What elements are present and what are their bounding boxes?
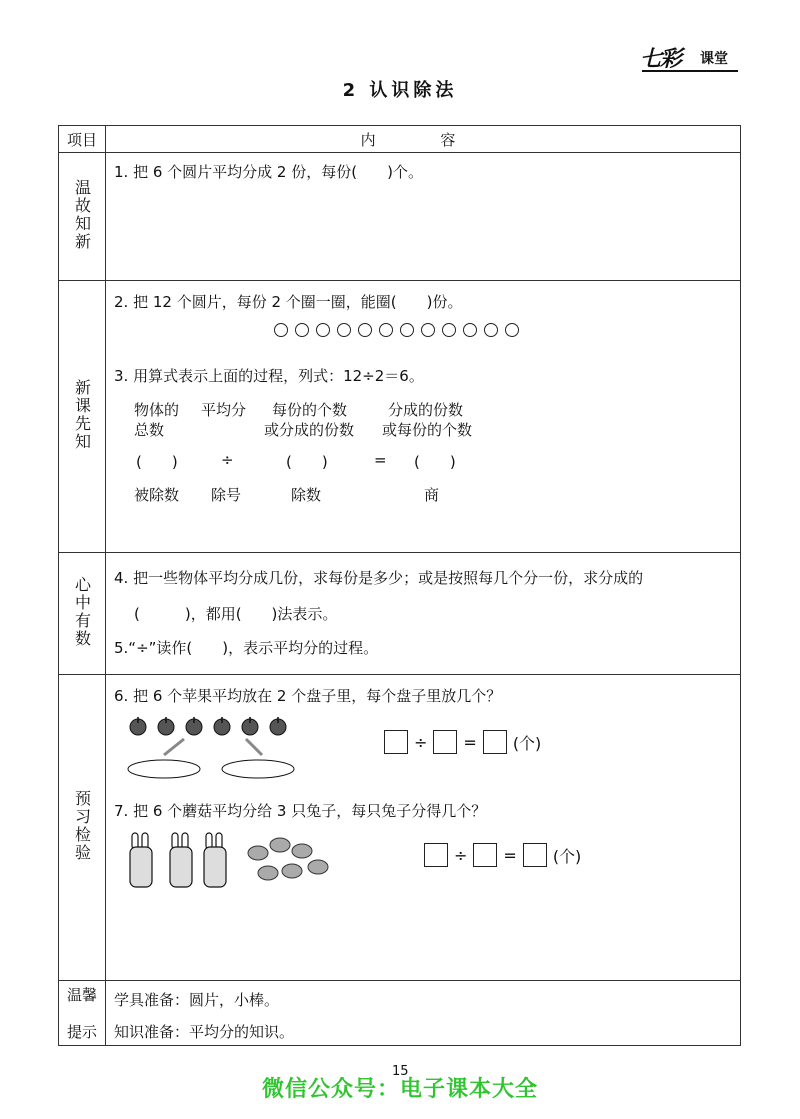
question-7: 7. 把 6 个蘑菇平均分给 3 只兔子，每只兔子分得几个？ xyxy=(114,802,487,820)
eq-divide-sign: ÷ xyxy=(414,732,428,752)
header-content-label: 内 容 xyxy=(106,126,741,153)
section-mind xyxy=(59,553,741,675)
eq-divide-sign: ÷ xyxy=(454,845,468,865)
circle-disc xyxy=(358,323,372,337)
circle-row xyxy=(274,323,519,337)
circle-disc xyxy=(295,323,309,337)
term-quotient: 商 xyxy=(424,486,440,504)
question-2: 2. 把 12 个圆片，每份 2 个圈一圈，能圈( )份。 xyxy=(114,293,463,311)
section-warmup xyxy=(59,153,741,281)
answer-box[interactable] xyxy=(384,730,408,754)
question-5: 5.“÷”读作( )，表示平均分的过程。 xyxy=(114,639,379,657)
page-number: 15 xyxy=(392,1064,409,1079)
term-share-count-2: 或每份的个数 xyxy=(382,421,473,439)
question-4-line2: ( )，都用( )法表示。 xyxy=(134,605,338,623)
section-content-warmup xyxy=(106,153,741,281)
circle-disc xyxy=(379,323,393,337)
circle-disc xyxy=(274,323,288,337)
term-even-divide: 平均分 xyxy=(201,401,247,419)
eq-equals-sign: = xyxy=(463,732,477,752)
worksheet-table xyxy=(58,125,741,1046)
tips-line-1: 学具准备：圆片，小棒。 xyxy=(114,991,280,1009)
section-label-newlesson: 新课先知 xyxy=(59,281,106,553)
circle-disc xyxy=(442,323,456,337)
footer-watermark: 微信公众号：电子课本大全 xyxy=(261,1077,538,1102)
circle-disc xyxy=(337,323,351,337)
question-4-line1: 4. 把一些物体平均分成几份，求每份是多少；或是按照每几个分一份，求分成的 xyxy=(114,569,644,587)
answer-box[interactable] xyxy=(424,843,448,867)
section-content-tips xyxy=(106,981,741,1046)
section-label-preview: 预习检验 xyxy=(59,675,106,981)
circle-disc xyxy=(505,323,519,337)
answer-box[interactable] xyxy=(473,843,497,867)
logo-main-text: 七彩 xyxy=(640,46,681,72)
tips-line-2: 知识准备：平均分的知识。 xyxy=(114,1023,295,1041)
answer-box[interactable] xyxy=(433,730,457,754)
division-sign: ÷ xyxy=(221,451,234,469)
question-1: 1. 把 6 个圆片平均分成 2 份，每份( )个。 xyxy=(114,163,423,181)
brand-logo xyxy=(640,40,740,74)
apples-plates-illustration xyxy=(124,711,304,783)
equals-sign: = xyxy=(374,451,387,469)
section-label-mind: 心中有数 xyxy=(59,553,106,675)
blank-divisor: ( ) xyxy=(286,453,328,471)
eq-unit: (个) xyxy=(552,846,582,866)
term-total-1: 物体的 xyxy=(134,401,180,419)
section-content-preview xyxy=(106,675,741,981)
answer-box[interactable] xyxy=(523,843,547,867)
logo-underline xyxy=(642,70,738,72)
section-content-newlesson xyxy=(106,281,741,553)
term-share-count-1: 分成的份数 xyxy=(388,401,464,419)
circle-disc xyxy=(400,323,414,337)
question-3: 3. 用算式表示上面的过程，列式：12÷2＝6。 xyxy=(114,367,424,385)
circle-disc xyxy=(316,323,330,337)
term-total-2: 总数 xyxy=(134,421,165,439)
rabbits-mushrooms-illustration xyxy=(128,827,338,893)
equation-7 xyxy=(424,843,581,867)
term-division-sign: 除号 xyxy=(211,486,242,504)
tips-label-line2: 提示 xyxy=(66,1023,97,1041)
section-tips xyxy=(59,981,741,1046)
section-label-warmup: 温故知新 xyxy=(59,153,106,281)
header-item-label: 项目 xyxy=(59,126,106,153)
term-per-share-1: 每份的个数 xyxy=(272,401,348,419)
page-title: 2 认识除法 xyxy=(342,80,458,101)
circle-disc xyxy=(463,323,477,337)
tips-label-line1: 温馨 xyxy=(66,986,97,1004)
eq-unit: (个) xyxy=(512,733,542,753)
section-content-mind xyxy=(106,553,741,675)
section-newlesson xyxy=(59,281,741,553)
logo-sub-text: 课堂 xyxy=(700,51,728,67)
blank-dividend: ( ) xyxy=(136,453,178,471)
blank-quotient: ( ) xyxy=(414,453,456,471)
term-per-share-2: 或分成的份数 xyxy=(264,421,355,439)
eq-equals-sign: = xyxy=(503,845,517,865)
circle-disc xyxy=(484,323,498,337)
term-divisor: 除数 xyxy=(291,486,322,504)
table-header-row xyxy=(59,126,741,153)
section-preview xyxy=(59,675,741,981)
term-dividend: 被除数 xyxy=(134,486,180,504)
section-label-tips xyxy=(59,981,106,1046)
question-6: 6. 把 6 个苹果平均放在 2 个盘子里，每个盘子里放几个？ xyxy=(114,687,502,705)
answer-box[interactable] xyxy=(483,730,507,754)
equation-6 xyxy=(384,730,541,754)
circle-disc xyxy=(421,323,435,337)
